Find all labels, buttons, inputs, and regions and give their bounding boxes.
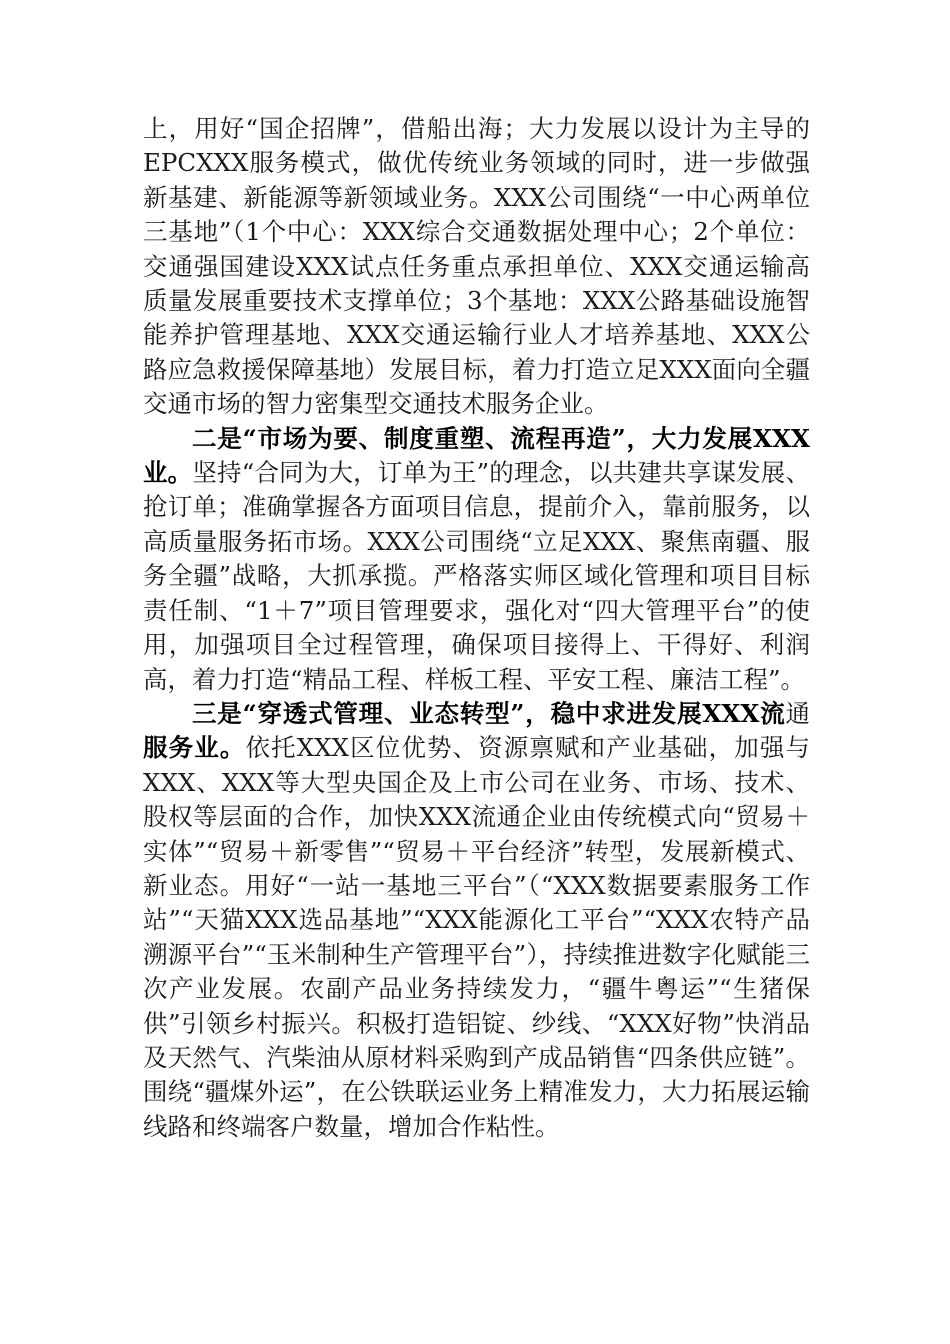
- paragraph-3-heading: 三是“穿透式管理、业态转型”，稳中求进发展XXX流: [192, 698, 786, 728]
- paragraph-2-body: 坚持“合同为大，订单为王”的理念，以共建共享谋发展、抢订单；准确掌握各方面项目信息，提前介入，靠前服务，以高质量服务拓市场。XXX公司围绕“立足XXX、聚焦南疆、服务全疆”战略，大抓承揽。严格落实师区域化管理和项目目标责任制、“1＋7”项目管理要求，强化对“四大管理平台”的使用，加强项目全过程管理，确保项目接得上、干得好、利润高，着力打造“精品工程、样板工程、平安工程、廉洁工程”。: [143, 458, 810, 694]
- paragraph-1: [143, 112, 810, 422]
- document-page: [143, 112, 810, 1144]
- paragraph-2-heading: 二是“市场为要、制度重塑、流程再造”，大力发展XXX业。: [143, 423, 810, 488]
- paragraph-3-heading-end: 服务业。: [143, 733, 246, 763]
- paragraph-3-heading-plain: 通: [785, 698, 810, 728]
- paragraph-3: [143, 697, 810, 1144]
- paragraph-3-body: 依托XXX区位优势、资源禀赋和产业基础，加强与XXX、XXX等大型央国企及上市公司在业务、市场、技术、股权等层面的合作，加快XXX流通企业由传统模式向“贸易＋实体”“贸易＋新零售”“贸易＋平台经济”转型，发展新模式、新业态。用好“一站一基地三平台”（“XXX数据要素服务工作站”“天猫XXX选品基地”“XXX能源化工平台”“XXX农特产品溯源平台”“玉米制种生产管理平台”），持续推进数字化赋能三次产业发展。农副产品业务持续发力，“疆牛粤运”“生猪保供”引领乡村振兴。积极打造铝锭、纱线、“XXX好物”快消品及天然气、汽柴油从原材料采购到产成品销售“四条供应链”。围绕“疆煤外运”，在公铁联运业务上精准发力，大力拓展运输线路和终端客户数量，增加合作粘性。: [143, 733, 811, 1141]
- paragraph-1-text: 上，用好“国企招牌”，借船出海；大力发展以设计为主导的EPCXXX服务模式，做优传统业务领域的同时，进一步做强新基建、新能源等新领域业务。XXX公司围绕“一中心两单位三基地”（1个中心：XXX综合交通数据处理中心；2个单位：交通强国建设XXX试点任务重点承担单位、XXX交通运输高质量发展重要技术支撑单位；3个基地：XXX公路基础设施智能养护管理基地、XXX交通运输行业人才培养基地、XXX公路应急救援保障基地）发展目标，着力打造立足XXX面向全疆交通市场的智力密集型交通技术服务企业。: [143, 114, 810, 419]
- paragraph-2: [143, 422, 810, 697]
